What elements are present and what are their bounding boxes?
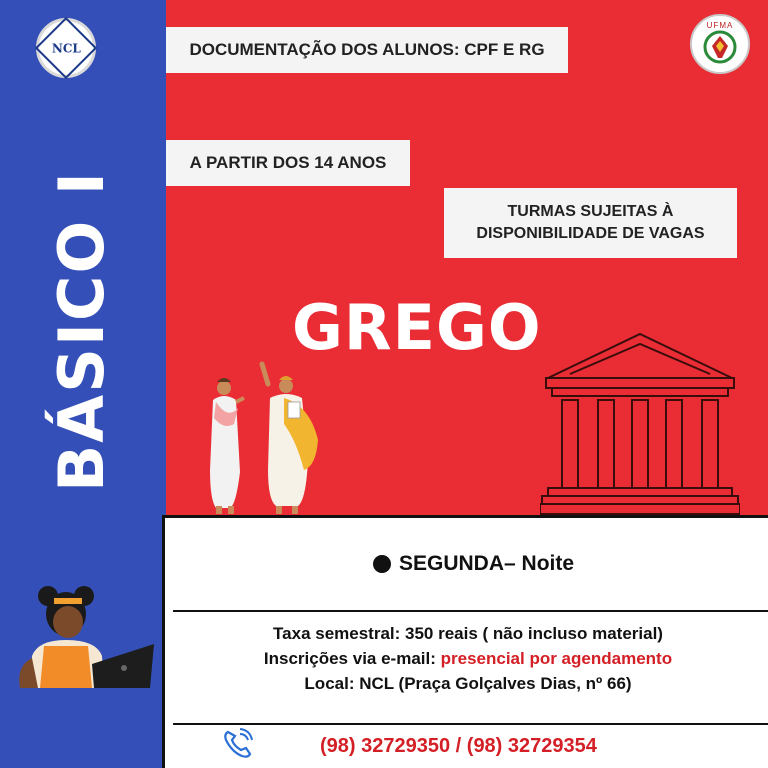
documentation-banner: DOCUMENTAÇÃO DOS ALUNOS: CPF E RG [166,27,568,73]
availability-line-1: TURMAS SUJEITAS À [507,203,674,220]
schedule-day: SEGUNDA– Noite [399,552,575,575]
divider [173,723,768,725]
age-banner: A PARTIR DOS 14 ANOS [166,140,410,186]
info-text [165,621,768,696]
registration-prefix: Inscrições via e-mail: [263,649,436,668]
location-text: Local: NCL (Praça Golçalves Dias, nº 66) [304,674,632,693]
availability-banner [444,188,737,258]
registration-text [165,646,768,671]
ncl-logo [36,18,96,78]
ufma-logo [690,14,750,74]
ncl-logo-text: NCL [51,41,81,55]
student-laptop-icon [14,584,164,694]
contact-phones[interactable]: (98) 32729350 / (98) 32729354 [320,735,597,757]
greek-figures-icon [198,360,328,518]
bullet-dot-icon [373,555,391,573]
divider [173,610,768,612]
course-title: GREGO [292,291,542,364]
fee-text: Taxa semestral: 350 reais ( não incluso material) [273,624,663,643]
course-level-title: BÁSICO I [45,170,118,492]
temple-icon [540,330,740,516]
phone-icon [220,726,254,760]
ufma-logo-text: UFMA [706,21,734,30]
ufma-emblem-icon [692,16,748,72]
availability-line-2: DISPONIBILIDADE DE VAGAS [476,225,705,242]
registration-mode: presencial por agendamento [440,649,673,668]
schedule-row [373,552,574,576]
info-panel [162,515,768,768]
